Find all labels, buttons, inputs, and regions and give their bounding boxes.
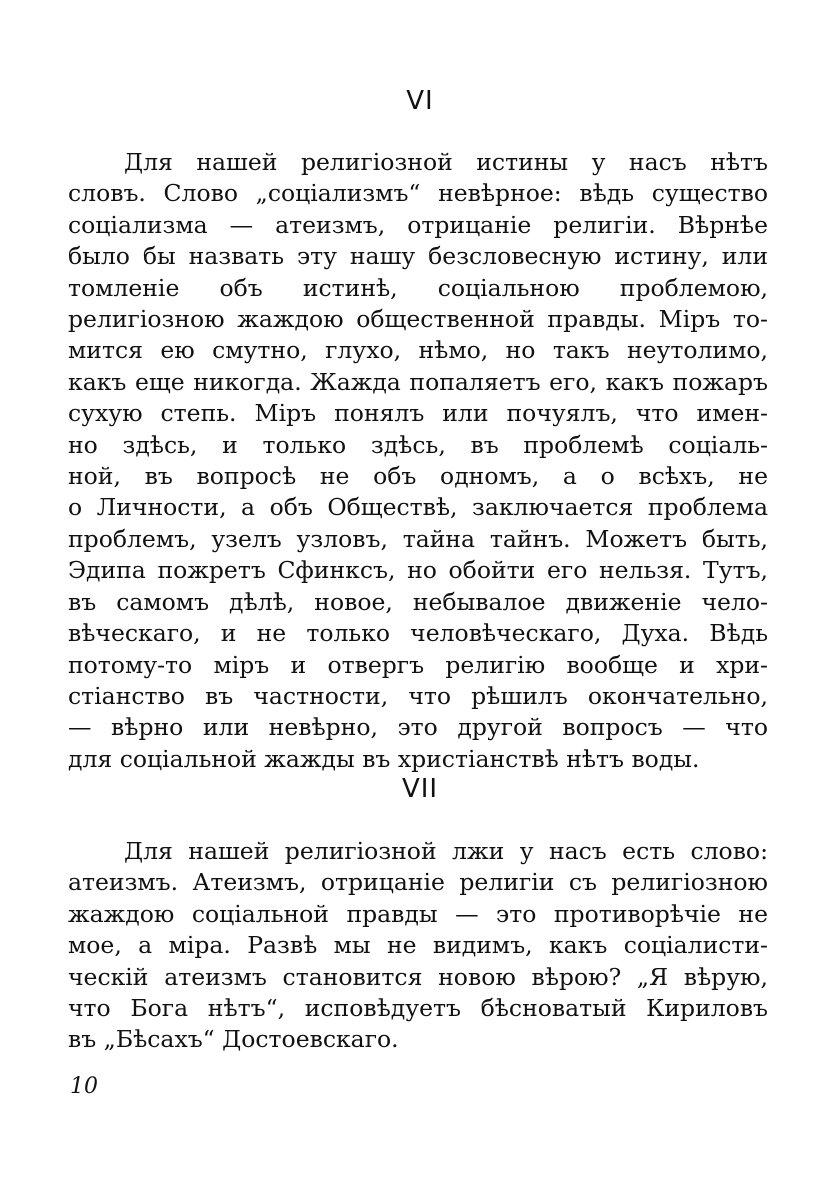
page-number: 10 [70, 1074, 98, 1099]
text-line: въ „Бѣсахъ“ Достоевскаго. [68, 1025, 399, 1054]
paragraph-section-vi [68, 147, 768, 775]
text-line: Эдипа пожретъ Сфинксъ, но обойти его нельзя. Тутъ, [68, 556, 768, 585]
text-line: томленіе объ истинѣ, соціальною проблемою, [68, 273, 768, 302]
text-line: для соціальной жажды въ христіанствѣ нѣтъ воды. [68, 744, 700, 773]
text-line: ческій атеизмъ становится новою вѣрою? „Я вѣрую, [68, 962, 768, 991]
text-line: мое, а міра. Развѣ мы не видимъ, какъ соціалисти- [68, 931, 768, 960]
paragraph-section-vii [68, 836, 768, 1056]
text-line: религіозною жаждою общественной правды. Міръ то- [68, 305, 768, 334]
text-line: но здѣсь, и только здѣсь, въ проблемѣ соціаль- [68, 430, 768, 459]
text-line: ной, въ вопросѣ не объ одномъ, а о всѣхъ, не [68, 462, 768, 491]
text-line: въ самомъ дѣлѣ, новое, небывалое движеніе чело- [68, 587, 768, 616]
text-line: мится ею смутно, глухо, нѣмо, но такъ неутолимо, [68, 336, 768, 365]
text-line: атеизмъ. Атеизмъ, отрицаніе религіи съ религіозною [68, 868, 768, 897]
text-line: проблемъ, узелъ узловъ, тайна тайнъ. Можетъ быть, [68, 524, 768, 553]
text-line: было бы назвать эту нашу безсловесную истину, или [68, 242, 768, 271]
section-heading-vi: VI [406, 86, 434, 116]
text-line: — вѣрно или невѣрно, это другой вопросъ — что [68, 713, 768, 742]
text-line: стіанство въ частности, что рѣшилъ окончательно, [68, 681, 768, 710]
text-line: Для нашей религіозной истины у насъ нѣтъ [124, 148, 768, 176]
text-line: о Личности, а объ Обществѣ, заключается проблема [68, 493, 768, 522]
text-line: что Бога нѣтъ“, исповѣдуетъ бѣсноватый Кириловъ [68, 994, 768, 1023]
section-heading-vii: VII [401, 774, 439, 804]
text-line: какъ еще никогда. Жажда попаляетъ его, какъ пожаръ [68, 367, 768, 396]
text-line: Для нашей религіозной лжи у насъ есть слово: [124, 837, 768, 865]
text-line: потому-то міръ и отвергъ религію вообще и хри- [68, 650, 768, 679]
text-line: сухую степь. Міръ понялъ или почуялъ, что имен- [68, 399, 768, 428]
text-line: вѣческаго, и не только человѣческаго, Духа. Вѣдь [68, 619, 768, 648]
text-line: жаждою соціальной правды — это противорѣчіе не [68, 899, 768, 928]
text-line: словъ. Слово „соціализмъ“ невѣрное: вѣдь существо [68, 179, 768, 208]
text-line: соціализма — атеизмъ, отрицаніе религіи. Вѣрнѣе [68, 210, 768, 239]
